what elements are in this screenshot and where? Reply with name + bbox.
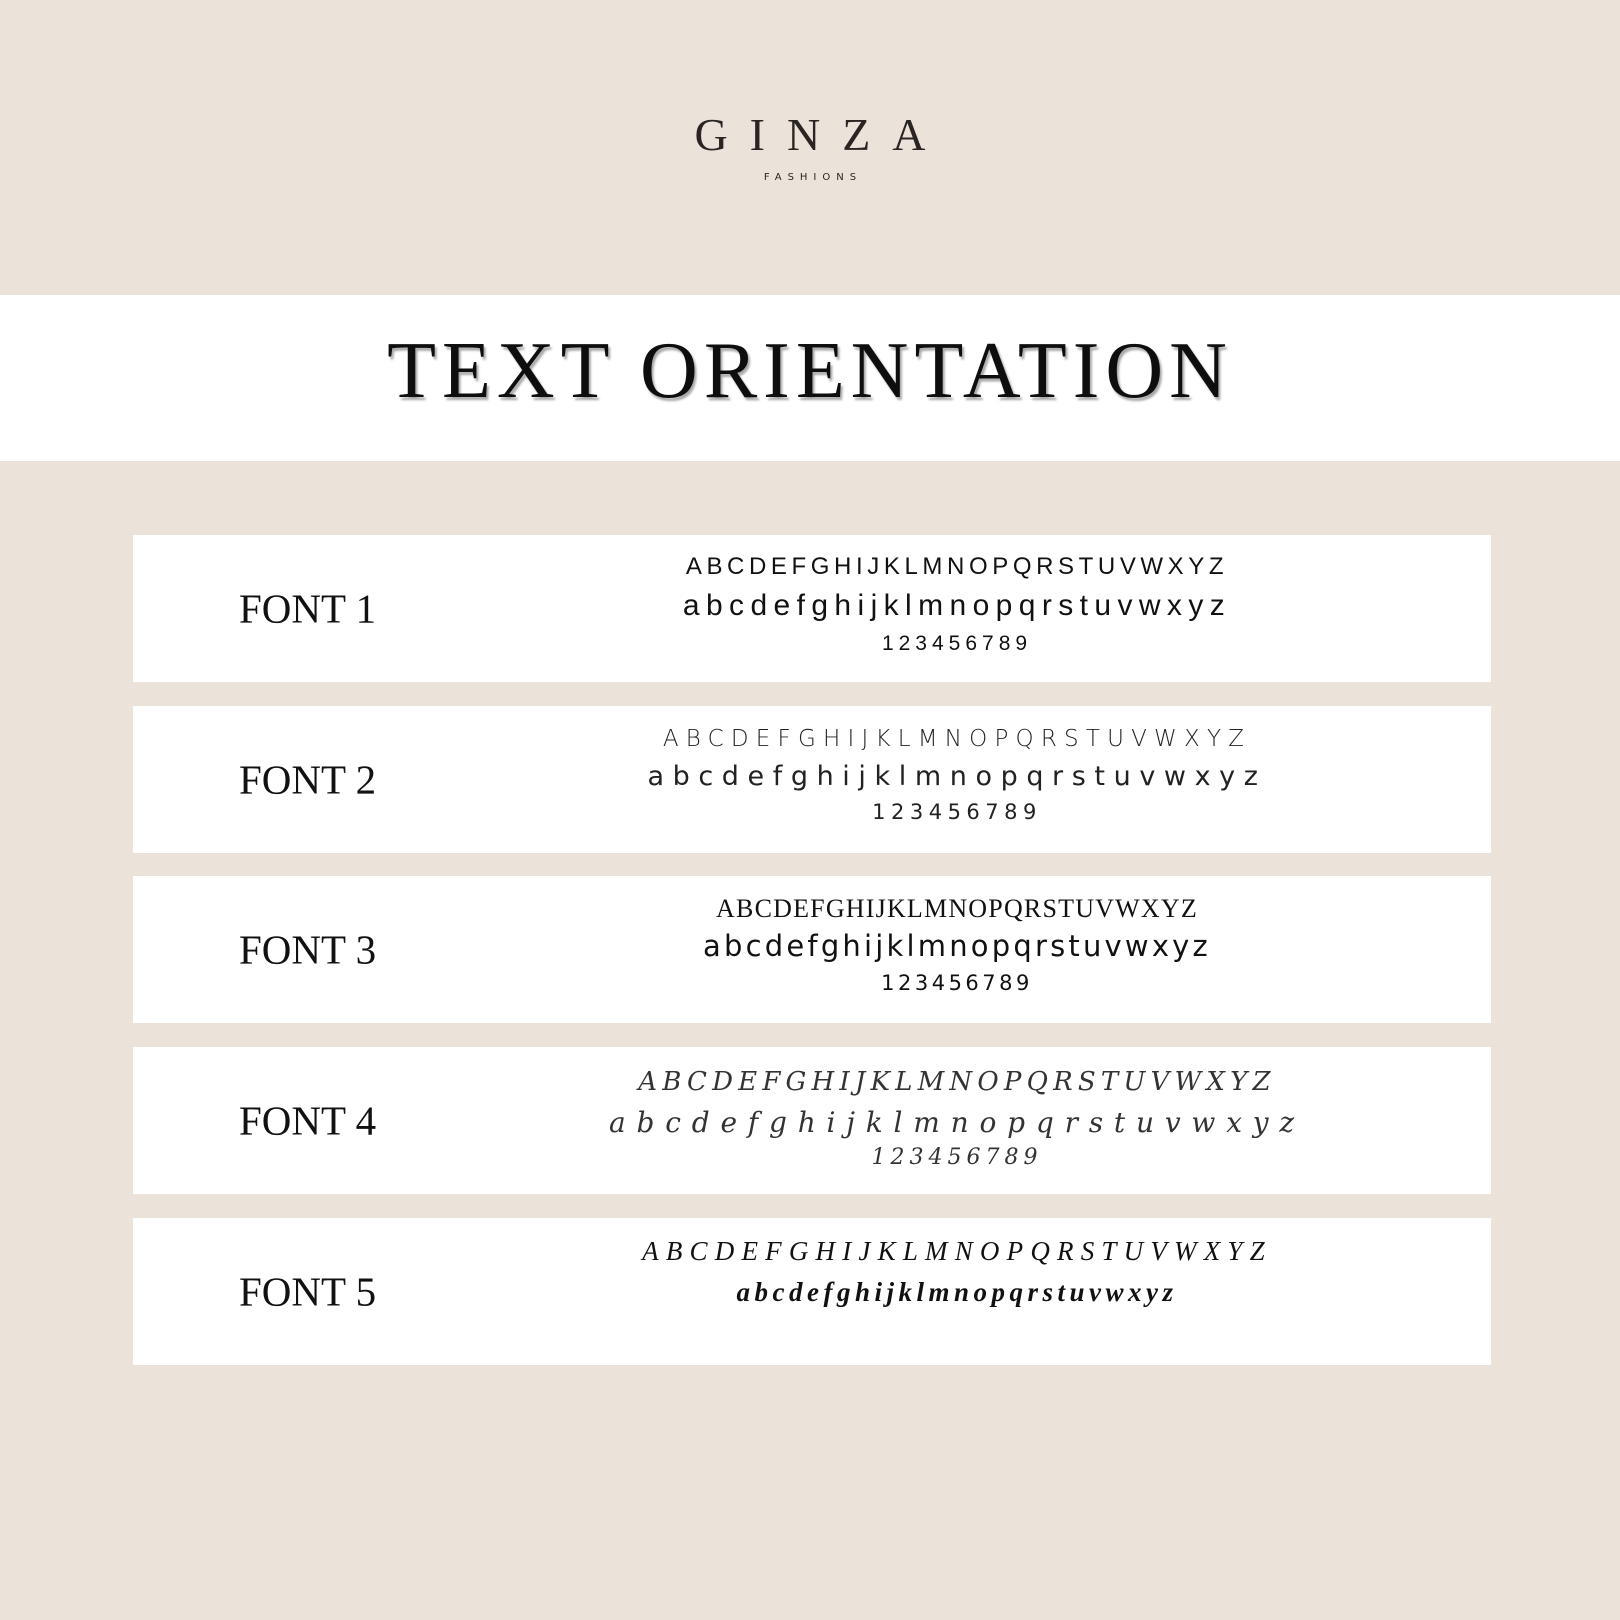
lowercase-sample: abcdefghijklmnopqrstuvwxyz — [736, 1277, 1178, 1307]
font-label: FONT 1 — [239, 585, 377, 631]
font-sample — [423, 553, 1491, 654]
numbers-sample: 123456789 — [881, 971, 1033, 995]
font-sample — [423, 1236, 1491, 1306]
title-band — [0, 295, 1620, 461]
lowercase-sample: abcdefghijklmnopqrstuvwxyz — [682, 589, 1232, 622]
font-row-3 — [133, 876, 1491, 1023]
brand-subtitle: FASHIONS — [763, 172, 863, 183]
font-label: FONT 5 — [239, 1268, 377, 1314]
numbers-sample: 123456789 — [872, 800, 1042, 824]
uppercase-sample: ABCDEFGHIJKLMNOPQRSTUVWXYZ — [638, 1067, 1276, 1097]
font-row-4 — [133, 1047, 1491, 1194]
uppercase-sample: ABCDEFGHIJKLMNOPQRSTUVWXYZ — [716, 894, 1198, 923]
lowercase-sample: abcdefghijklmnopqrstuvwxyz — [647, 761, 1267, 792]
font-sample — [423, 1065, 1491, 1169]
uppercase-sample: ABCDEFGHIJKLMNOPQRSTUVWXYZ — [685, 553, 1229, 580]
font-row-2 — [133, 706, 1491, 853]
lowercase-sample: abcdefghijklmnopqrstuvwxyz — [609, 1106, 1305, 1139]
brand-logo — [0, 109, 1620, 183]
brand-name: GINZA — [694, 109, 948, 160]
numbers-sample: 123456789 — [881, 632, 1033, 655]
font-row-5 — [133, 1218, 1491, 1365]
font-sample — [423, 894, 1491, 994]
lowercase-sample: abcdefghijklmnopqrstuvwxyz — [703, 929, 1211, 963]
uppercase-sample: ABCDEFGHIJKLMNOPQRSTUVWXYZ — [662, 726, 1252, 752]
font-label: FONT 4 — [239, 1097, 377, 1143]
font-row-1 — [133, 535, 1491, 682]
font-label: FONT 2 — [239, 756, 377, 802]
font-label: FONT 3 — [239, 926, 377, 972]
font-sample — [423, 724, 1491, 823]
uppercase-sample: ABCDEFGHIJKLMNOPQRSTUVWXYZ — [642, 1236, 1272, 1266]
numbers-sample: 123456789 — [871, 1145, 1043, 1170]
page-title: TEXT ORIENTATION — [387, 327, 1233, 415]
